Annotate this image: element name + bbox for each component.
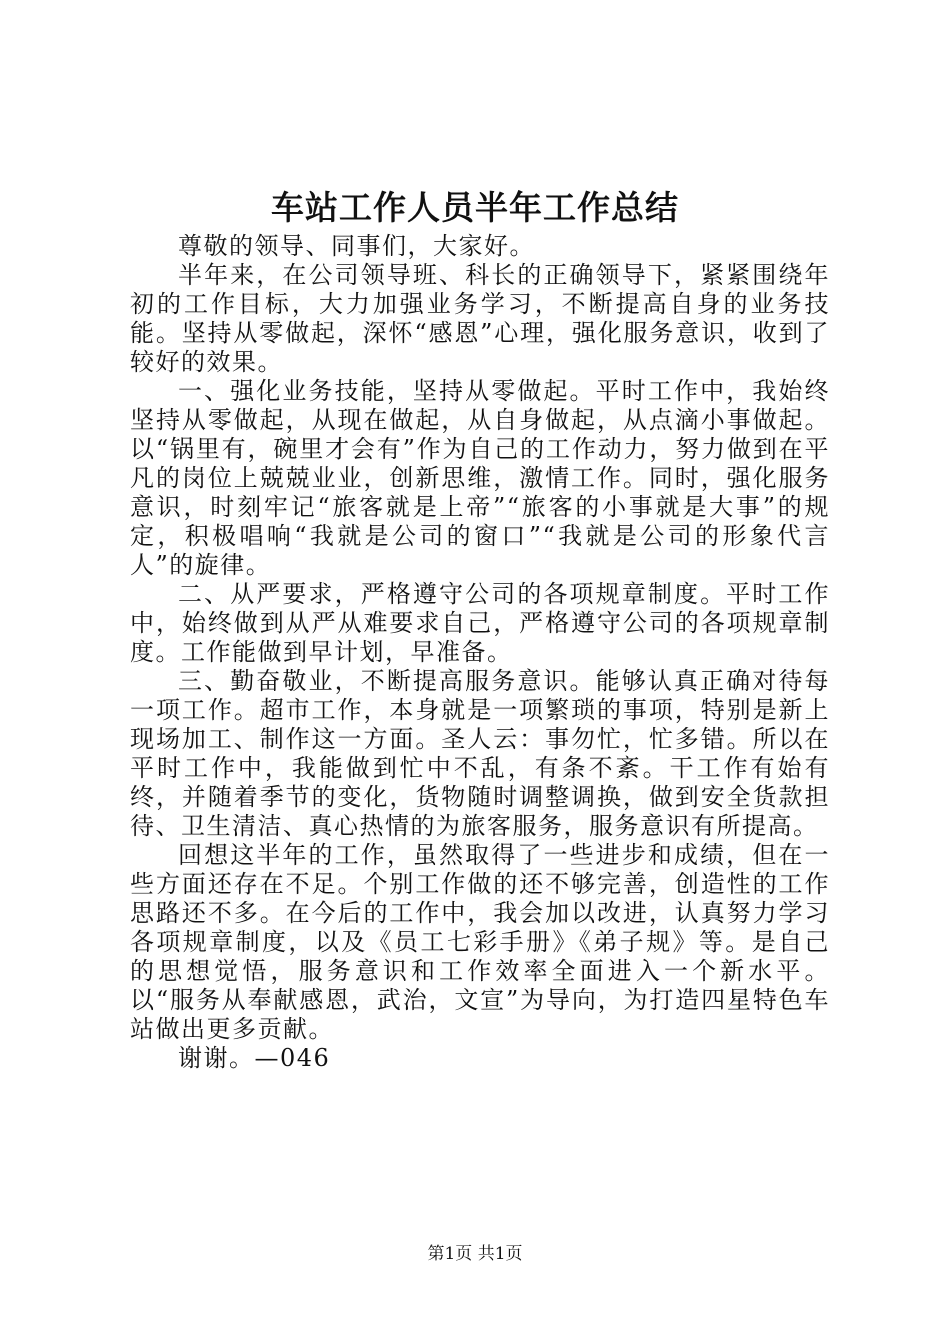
intro-paragraph: 半年来，在公司领导班、科长的正确领导下，紧紧围绕年初的工作目标，大力加强业务学习，不断提高自身的业务技能。坚持从零做起，深怀“感恩”心理，强化服务意识，收到了较好的效果。 xyxy=(130,261,830,376)
document-body xyxy=(130,232,830,1073)
reflection-paragraph: 回想这半年的工作，虽然取得了一些进步和成绩，但在一些方面还存在不足。个别工作做的还不够完善，创造性的工作思路还不多。在今后的工作中，我会加以改进，认真努力学习各项规章制度，以及《员工七彩手册》《弟子规》等。是自己的思想觉悟，服务意识和工作效率全面进入一个新水平。以“服务从奉献感恩，武治，文宣”为导向，为打造四星特色车站做出更多贡献。 xyxy=(130,841,830,1043)
section-three-paragraph: 三、勤奋敬业，不断提高服务意识。能够认真正确对待每一项工作。超市工作，本身就是一项繁琐的事项，特别是新上现场加工、制作这一方面。圣人云：事勿忙，忙多错。所以在平时工作中，我能做到忙中不乱，有条不紊。干工作有始有终，并随着季节的变化，货物随时调整调换，做到安全货款担待、卫生清洁、真心热情的为旅客服务，服务意识有所提高。 xyxy=(130,667,830,840)
greeting-paragraph: 尊敬的领导、同事们，大家好。 xyxy=(178,232,535,260)
closing-paragraph: 谢谢。—046 xyxy=(178,1044,331,1072)
section-two-paragraph: 二、从严要求，严格遵守公司的各项规章制度。平时工作中，始终做到从严从难要求自己，严格遵守公司的各项规章制度。工作能做到早计划，早准备。 xyxy=(130,580,830,666)
page-footer: 第1页 共1页 xyxy=(427,1244,523,1264)
section-one-paragraph: 一、强化业务技能，坚持从零做起。平时工作中，我始终坚持从零做起，从现在做起，从自身做起，从点滴小事做起。以“锅里有，碗里才会有”作为自己的工作动力，努力做到在平凡的岗位上兢兢业业，创新思维，激情工作。同时，强化服务意识，时刻牢记“旅客就是上帝”“旅客的小事就是大事”的规定，积极唱响“我就是公司的窗口”“我就是公司的形象代言人”的旋律。 xyxy=(130,377,830,579)
document-title: 车站工作人员半年工作总结 xyxy=(271,188,679,227)
